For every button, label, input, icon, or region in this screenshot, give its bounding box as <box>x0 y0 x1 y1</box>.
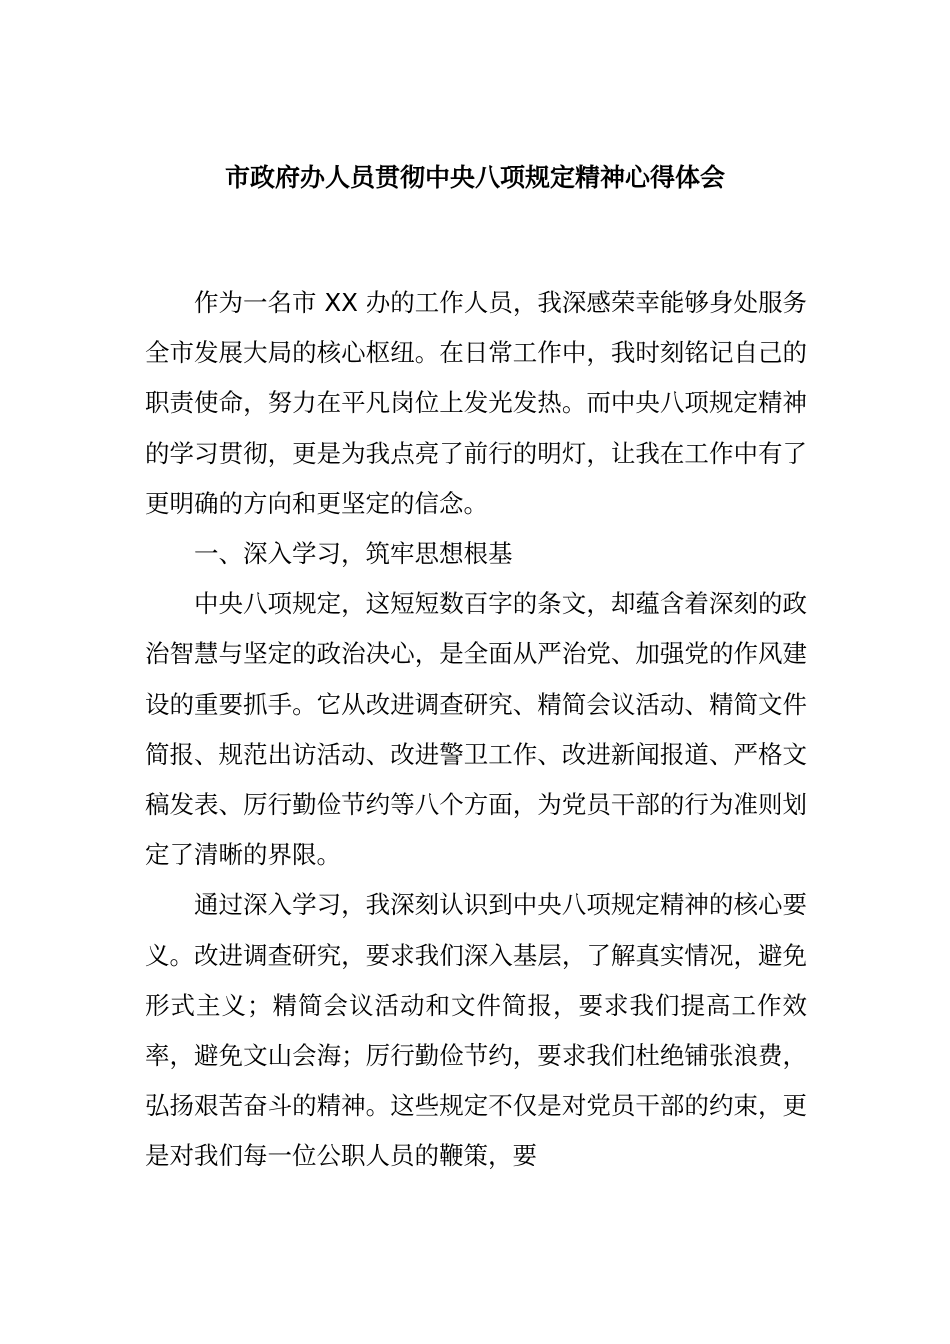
body-paragraph: 中央八项规定，这短短数百字的条文，却蕴含着深刻的政治智慧与坚定的政治决心，是全面从严治党、加强党的作风建设的重要抓手。它从改进调查研究、精简会议活动、精简文件简报、规范出访活动、改进警卫工作、改进新闻报道、严格文稿发表、厉行勤俭节约等八个方面，为党员干部的行为准则划定了清晰的界限。 <box>145 589 807 870</box>
body-paragraph: 通过深入学习，我深刻认识到中央八项规定精神的核心要义。改进调查研究，要求我们深入基层，了解真实情况，避免形式主义；精简会议活动和文件简报，要求我们提高工作效率，避免文山会海；厉行勤俭节约，要求我们杜绝铺张浪费，弘扬艰苦奋斗的精神。这些规定不仅是对党员干部的约束，更是对我们每一位公职人员的鞭策，要 <box>145 890 807 1171</box>
document-title: 市政府办人员贯彻中央八项规定精神心得体会 <box>224 163 725 192</box>
document-body <box>145 278 807 1182</box>
section-heading: 一、深入学习，筑牢思想根基 <box>194 539 513 569</box>
intro-paragraph: 作为一名市 XX 办的工作人员，我深感荣幸能够身处服务全市发展大局的核心枢纽。在日常工作中，我时刻铭记自己的职责使命，努力在平凡岗位上发光发热。而中央八项规定精神的学习贯彻，更是为我点亮了前行的明灯，让我在工作中有了更明确的方向和更坚定的信念。 <box>145 288 807 518</box>
